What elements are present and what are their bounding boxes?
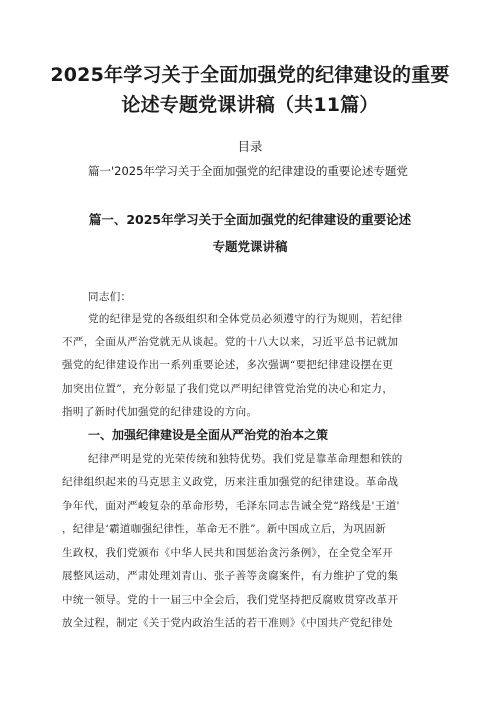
paragraph-2-line: 争年代，面对严峻复杂的革命形势，毛泽东同志告诫全党“路线是'王道' [62, 500, 400, 512]
section-heading-1: 一、加强纪律建设是全面从严治党的治本之策 [88, 428, 329, 442]
paragraph-2-line: 中统一领导。党的十一届三中全会后，我们党坚持把反腐败贯穿改革开 [62, 594, 399, 606]
paragraph-2-line: 放全过程，制定《关于党内政治生活的若干准则》《中国共产党纪律处 [62, 617, 394, 629]
salutation: 同志们： [88, 291, 132, 303]
toc-item-1[interactable]: 篇一'2025年学习关于全面加强党的纪律建设的重要论述专题党 [88, 164, 408, 178]
document-title-line-2: 论述专题党课讲稿（共11篇） [121, 94, 379, 116]
document-title [40, 60, 460, 120]
paragraph-2-line: 纪律严明是党的光荣传统和独特优势。我们党是靠革命理想和铁的 [88, 453, 403, 465]
section-title-line-2: 专题党课讲稿 [212, 239, 288, 254]
paragraph-2-line: 生政权，我们党颁布《中华人民共和国惩治贪污条例》，在全党全军开 [62, 547, 394, 559]
paragraph-1-line: 党的纪律是党的各级组织和全体党员必须遵守的行为规则，若纪律 [88, 313, 403, 325]
paragraph-1-line: 指明了新时代加强党的纪律建设的方向。 [62, 406, 258, 418]
section-title [40, 206, 460, 260]
toc-heading: 目录 [237, 139, 263, 154]
paragraph-1-line: 加突出位置”，充分彰显了我们党以严明纪律管党治党的决心和定力， [62, 383, 394, 395]
paragraph-2-line: 展整风运动，严肃处理刘青山、张子善等贪腐案件，有力维护了党的集 [62, 570, 399, 582]
section-title-line-1: 篇一、2025年学习关于全面加强党的纪律建设的重要论述 [88, 212, 412, 227]
paragraph-2-line: ，纪律是‘霸道咖强纪律性，革命无不胜”。新中国成立后，为巩固新 [62, 523, 387, 535]
paragraph-1-line: 强党的纪律建设作出一系列重要论述，多次强调“要把纪律建设摆在更 [62, 359, 394, 371]
document-title-line-1: 2025年学习关于全面加强党的纪律建设的重要 [50, 64, 450, 86]
paragraph-1-line: 不严，全面从严治党就无从谈起。党的十八大以来，习近平总书记就加 [62, 336, 399, 348]
paragraph-2-line: 纪律组织起来的马克思主义政党，历来注重加强党的纪律建设。革命战 [62, 476, 399, 488]
